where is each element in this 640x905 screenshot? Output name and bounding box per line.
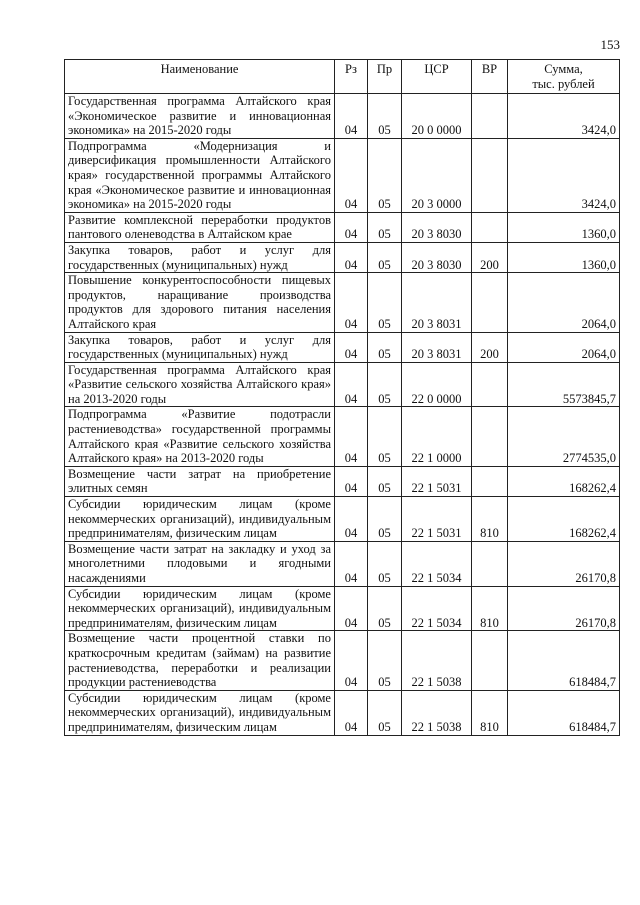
row-pr: 05 — [368, 332, 402, 362]
row-pr: 05 — [368, 362, 402, 407]
header-sum-line1: Сумма, — [544, 62, 583, 76]
row-name: Возмещение части затрат на приобретение элитных семян — [65, 466, 335, 496]
row-rz: 04 — [335, 690, 368, 735]
row-rz: 04 — [335, 212, 368, 242]
row-vr — [472, 631, 508, 690]
table-row — [65, 466, 620, 496]
row-csr: 20 3 0000 — [402, 138, 472, 212]
row-name: Субсидии юридическим лицам (кроме некоммерческих организаций), индивидуальным предпринимателям, физическим лицам — [65, 690, 335, 735]
row-pr: 05 — [368, 586, 402, 631]
row-vr: 200 — [472, 242, 508, 272]
row-pr: 05 — [368, 94, 402, 139]
budget-table — [64, 59, 620, 736]
row-csr: 22 1 5038 — [402, 631, 472, 690]
row-pr: 05 — [368, 690, 402, 735]
table-row — [65, 497, 620, 542]
table-row — [65, 362, 620, 407]
row-rz: 04 — [335, 586, 368, 631]
table-row — [65, 407, 620, 466]
row-pr: 05 — [368, 138, 402, 212]
table-row — [65, 332, 620, 362]
row-vr — [472, 407, 508, 466]
row-pr: 05 — [368, 541, 402, 586]
row-csr: 20 0 0000 — [402, 94, 472, 139]
row-sum: 5573845,7 — [508, 362, 620, 407]
row-csr: 22 1 0000 — [402, 407, 472, 466]
row-csr: 20 3 8031 — [402, 332, 472, 362]
row-name: Повышение конкурентоспособности пищевых продуктов, наращивание производства продуктов для здорового питания населения Алтайского края — [65, 273, 335, 332]
row-name: Возмещение части затрат на закладку и уход за многолетними плодовыми и ягодными насаждениями — [65, 541, 335, 586]
row-name: Государственная программа Алтайского края «Развитие сельского хозяйства Алтайского края» на 2013-2020 годы — [65, 362, 335, 407]
header-vr: ВР — [472, 60, 508, 94]
row-csr: 22 1 5034 — [402, 541, 472, 586]
row-sum: 2774535,0 — [508, 407, 620, 466]
row-rz: 04 — [335, 541, 368, 586]
row-rz: 04 — [335, 631, 368, 690]
row-vr: 810 — [472, 690, 508, 735]
header-csr: ЦСР — [402, 60, 472, 94]
row-vr — [472, 212, 508, 242]
row-csr: 20 3 8030 — [402, 212, 472, 242]
row-vr: 200 — [472, 332, 508, 362]
row-name: Закупка товаров, работ и услуг для государственных (муниципальных) нужд — [65, 332, 335, 362]
row-rz: 04 — [335, 332, 368, 362]
page-number: 153 — [600, 37, 620, 52]
row-name: Подпрограмма «Развитие подотрасли растениеводства» государственной программы Алтайского края «Развитие сельского хозяйства Алтайского края» на 2013-2020 годы — [65, 407, 335, 466]
row-rz: 04 — [335, 94, 368, 139]
row-pr: 05 — [368, 273, 402, 332]
row-rz: 04 — [335, 362, 368, 407]
row-sum: 1360,0 — [508, 242, 620, 272]
row-sum: 26170,8 — [508, 541, 620, 586]
row-rz: 04 — [335, 407, 368, 466]
row-name: Подпрограмма «Модернизация и диверсификация промышленности Алтайского края» государственной программы Алтайского края «Экономическое развитие и инновационная экономика» на 2015-2020 годы — [65, 138, 335, 212]
table-body — [65, 94, 620, 736]
header-rz: Рз — [335, 60, 368, 94]
table-row — [65, 212, 620, 242]
row-vr — [472, 138, 508, 212]
row-sum: 2064,0 — [508, 273, 620, 332]
row-sum: 1360,0 — [508, 212, 620, 242]
row-name: Развитие комплексной переработки продуктов пантового оленеводства в Алтайском крае — [65, 212, 335, 242]
row-sum: 168262,4 — [508, 497, 620, 542]
row-name: Субсидии юридическим лицам (кроме некоммерческих организаций), индивидуальным предпринимателям, физическим лицам — [65, 586, 335, 631]
row-name: Закупка товаров, работ и услуг для государственных (муниципальных) нужд — [65, 242, 335, 272]
row-pr: 05 — [368, 212, 402, 242]
table-row — [65, 94, 620, 139]
row-csr: 22 1 5038 — [402, 690, 472, 735]
header-sum — [508, 60, 620, 94]
row-pr: 05 — [368, 466, 402, 496]
row-name: Возмещение части процентной ставки по краткосрочным кредитам (займам) на развитие растениеводства, переработки и реализации продукции растениеводства — [65, 631, 335, 690]
row-pr: 05 — [368, 242, 402, 272]
row-pr: 05 — [368, 497, 402, 542]
row-csr: 22 0 0000 — [402, 362, 472, 407]
row-pr: 05 — [368, 407, 402, 466]
row-name: Субсидии юридическим лицам (кроме некоммерческих организаций), индивидуальным предпринимателям, физическим лицам — [65, 497, 335, 542]
row-sum: 618484,7 — [508, 690, 620, 735]
row-sum: 168262,4 — [508, 466, 620, 496]
row-csr: 22 1 5034 — [402, 586, 472, 631]
row-sum: 3424,0 — [508, 94, 620, 139]
row-sum: 618484,7 — [508, 631, 620, 690]
row-vr — [472, 541, 508, 586]
row-csr: 22 1 5031 — [402, 466, 472, 496]
row-csr: 22 1 5031 — [402, 497, 472, 542]
row-rz: 04 — [335, 273, 368, 332]
row-name: Государственная программа Алтайского края «Экономическое развитие и инновационная экономика» на 2015-2020 годы — [65, 94, 335, 139]
row-sum: 26170,8 — [508, 586, 620, 631]
row-vr — [472, 362, 508, 407]
row-pr: 05 — [368, 631, 402, 690]
row-vr — [472, 94, 508, 139]
row-sum: 3424,0 — [508, 138, 620, 212]
row-vr: 810 — [472, 497, 508, 542]
table-row — [65, 273, 620, 332]
table-row — [65, 586, 620, 631]
row-vr: 810 — [472, 586, 508, 631]
table-header-row — [65, 60, 620, 94]
header-name: Наименование — [65, 60, 335, 94]
row-rz: 04 — [335, 138, 368, 212]
row-rz: 04 — [335, 242, 368, 272]
table-row — [65, 138, 620, 212]
header-sum-line2: тыс. рублей — [532, 76, 595, 91]
row-rz: 04 — [335, 497, 368, 542]
row-rz: 04 — [335, 466, 368, 496]
row-csr: 20 3 8030 — [402, 242, 472, 272]
table-row — [65, 631, 620, 690]
header-pr: Пр — [368, 60, 402, 94]
table-row — [65, 242, 620, 272]
row-sum: 2064,0 — [508, 332, 620, 362]
row-vr — [472, 273, 508, 332]
row-vr — [472, 466, 508, 496]
table-row — [65, 541, 620, 586]
table-row — [65, 690, 620, 735]
row-csr: 20 3 8031 — [402, 273, 472, 332]
